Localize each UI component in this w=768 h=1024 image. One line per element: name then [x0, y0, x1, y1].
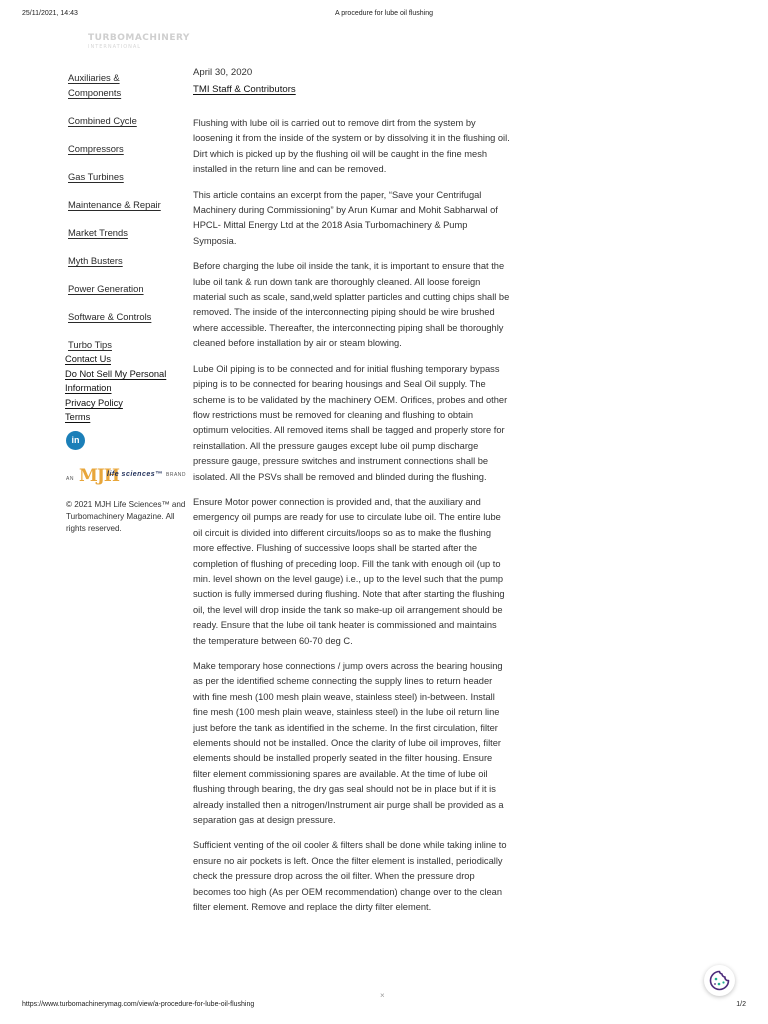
sidebar-link-combined-cycle[interactable]: Combined Cycle: [68, 115, 137, 126]
article-paragraph: Lube Oil piping is to be connected and for initial flushing temporary bypass piping is to be connected for bearing housings and Seal Oil supply. The scheme is to be validated by the machinery OEM. Orifices, probes and other flow restrictions must be removed for cleaning and flushing to obtain optimum velocities. All removed items shall be tagged and properly store for reinstallation. All the pressure gauges except lube oil pump discharge pressure gauge, pressure switches and instrument connections shall be isolated. All the PSVs shall be removed and blinded during the flushing.: [193, 363, 508, 482]
footer-links: [65, 352, 185, 425]
sidebar-item-auxiliaries: [68, 70, 188, 101]
print-page-title: A procedure for lube oil flushing: [334, 10, 434, 17]
site-logo-subtitle: INTERNATIONAL: [88, 44, 142, 50]
privacy-policy-link[interactable]: Privacy Policy: [65, 397, 123, 408]
sidebar-item-compressors: [68, 139, 188, 157]
contact-us-link[interactable]: Contact Us: [65, 354, 111, 364]
cookie-settings-button[interactable]: [704, 965, 735, 996]
print-timestamp: 25/11/2021, 14:43: [22, 10, 78, 17]
article-author-link[interactable]: TMI Staff & Contributors: [193, 84, 296, 95]
sidebar-item-combined-cycle: [68, 111, 188, 129]
article-paragraph: Ensure Motor power connection is provided and, that the auxiliary and emergency oil pumps are ready for use to circulate lube oil. The entire lube oil circuit is divided into different circuits/loops so as to make the flushing more effective. Flushing of successive loops shall be started after the completion of flushing of preceding loop. Fill the tank with enough oil (up to min. level shown on the level gauge) i.e., up to the level such that the pump suction is fully immersed during flushing. Note that after starting the flushing oil, the level will drop inside the tank so make-up oil arrangement should be ready. Ensure that the lube oil tank heater is commissioned and maintains the temperature between 60-70 deg C.: [193, 496, 505, 646]
article-date: April 30, 2020: [193, 67, 253, 78]
terms-link[interactable]: Terms: [65, 412, 91, 422]
brand-word: BRAND: [166, 472, 187, 478]
sidebar-item-myth-busters: [68, 251, 188, 269]
print-url: https://www.turbomachinerymag.com/view/a-procedure-for-lube-oil-flushing: [22, 1001, 255, 1008]
sidebar-item-gas-turbines: [68, 167, 188, 185]
do-not-sell-link[interactable]: Do Not Sell My Personal Information: [65, 368, 167, 393]
sidebar-link-turbo-tips[interactable]: Turbo Tips: [68, 339, 112, 350]
cookie-icon: [704, 965, 735, 996]
sidebar-item-maintenance: [68, 195, 188, 213]
copyright-text: © 2021 MJH Life Sciences™ and Turbomachinery Magazine. All rights reserved.: [66, 500, 186, 534]
mjh-brand-logo: [66, 467, 186, 487]
sidebar-link-power-generation[interactable]: Power Generation: [68, 283, 144, 294]
sidebar-link-myth-busters[interactable]: Myth Busters: [68, 255, 123, 266]
article-paragraph: Make temporary hose connections / jump overs across the bearing housing as per the identified scheme connecting the supply lines to return header with fine mesh (100 mesh plain weave, stainless steel) in-between. Install fine mesh (100 mesh plain weave, stainless steel) in the lube oil return line just before the tank as identified in the scheme. In the first circulation, filter elements should not be installed. Once the clarity of lube oil improves, filter elements should be installed properly seated in the filter housing. Ensure filter element commissioning spares are available. At the time of lube oil flushing through bearing, the dry gas seal should not be in place but if it is already installed then a nitrogen/Instrument air purge shall be provided as a separation gas at design pressure.: [193, 661, 504, 826]
sidebar-nav: [68, 70, 188, 363]
sidebar-link-auxiliaries[interactable]: Auxiliaries & Components: [68, 72, 122, 98]
site-logo-title: TURBOMACHINERY: [88, 33, 190, 43]
article-paragraph: This article contains an excerpt from the paper, “Save your Centrifugal Machinery during Commissioning” by Arun Kumar and Mohit Sabharwal of HPCL- Mittal Energy Ltd at the 2018 Asia Turbomachinery & Pump Symposia.: [193, 189, 498, 246]
sidebar-item-market-trends: [68, 223, 188, 241]
sidebar-list: [68, 70, 188, 353]
site-logo[interactable]: [88, 33, 190, 50]
close-icon[interactable]: ×: [380, 991, 385, 1000]
sidebar-link-compressors[interactable]: Compressors: [68, 143, 124, 154]
article-paragraph: Before charging the lube oil inside the tank, it is important to ensure that the lube oil tank & run down tank are thoroughly cleaned. All loose foreign material such as scale, sand,weld splatter particles and cutting chips shall be removed. The inside of the interconnecting piping should be wire brushed where accessible. Thereafter, the interconnecting piping shall be thoroughly cleaned before installation by air or steam blowing.: [193, 261, 510, 349]
article-paragraph: Sufficient venting of the oil cooler & filters shall be done while taking inline to ensure no air pockets is left. Once the filter element is installed, periodically check the pressure drop across the oil filter. When the pressure drop becomes too high (As per OEM recommendation) change over to the clean filter element. Remove and replace the dirty filter element.: [193, 840, 507, 913]
article: [193, 67, 511, 926]
brand-mjh: MJH: [79, 466, 119, 486]
print-header: [22, 10, 746, 22]
sidebar-link-market-trends[interactable]: Market Trends: [68, 227, 128, 238]
sidebar-link-maintenance[interactable]: Maintenance & Repair: [68, 199, 161, 210]
sidebar-link-software-controls[interactable]: Software & Controls: [68, 311, 152, 322]
linkedin-icon[interactable]: in: [66, 431, 85, 450]
brand-an: AN: [66, 476, 74, 482]
sidebar-item-software-controls: [68, 307, 188, 325]
print-page-number: 1/2: [736, 1001, 746, 1008]
article-body: [193, 116, 511, 916]
brand-life-sciences: life sciences™: [107, 471, 163, 478]
sidebar-item-turbo-tips: [68, 335, 188, 353]
sidebar-link-gas-turbines[interactable]: Gas Turbines: [68, 171, 124, 182]
article-paragraph: Flushing with lube oil is carried out to remove dirt from the system by loosening it from the inside of the system or by dissolving it in the flushing oil. Dirt which is picked up by the flushing oil will be caught in the fine mesh installed in the return line and can be removed.: [193, 118, 510, 175]
print-footer: [22, 1001, 746, 1013]
sidebar-item-power-generation: [68, 279, 188, 297]
